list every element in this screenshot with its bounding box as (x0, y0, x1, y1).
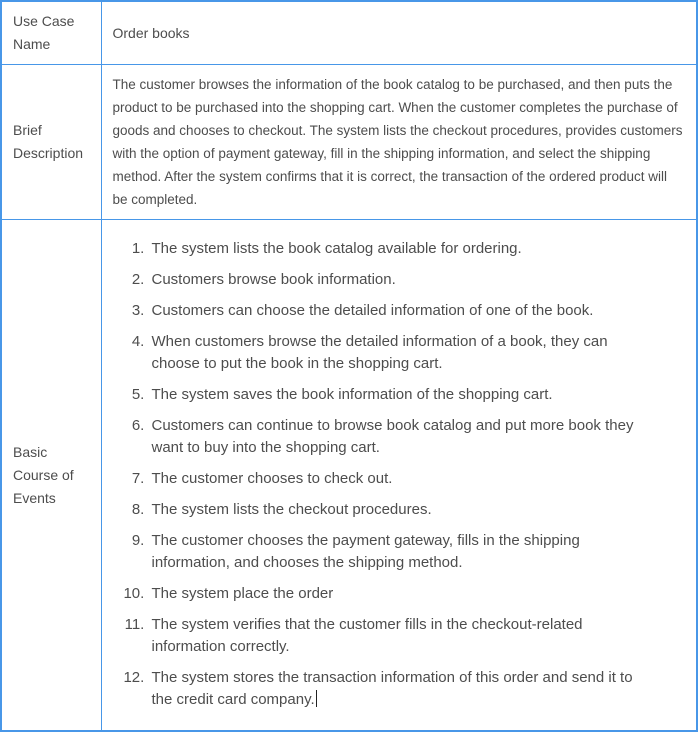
event-item[interactable]: 8. The system lists the checkout procedures. (149, 499, 657, 521)
use-case-name-label: Use Case Name (13, 13, 75, 52)
event-item[interactable]: 5. The system saves the book information of the shopping cart. (149, 384, 657, 406)
event-item[interactable]: 3. Customers can choose the detailed information of one of the book. (149, 300, 657, 322)
table-row (1, 65, 697, 220)
event-item[interactable]: 12. The system stores the transaction information of this order and send it to the credit card company. (149, 667, 657, 711)
brief-description-text: The customer browses the information of the book catalog to be purchased, and then puts the product to be purchased into the shopping cart. When the customer completes the purchase of goods and chooses to checkout. The system lists the checkout procedures, provides customers with the option of payment gateway, fill in the shipping information, and select the shipping method. After the system confirms that it is correct, the transaction of the ordered product will be completed. (112, 77, 683, 207)
event-item[interactable]: 7. The customer chooses to check out. (149, 468, 657, 490)
basic-course-value-cell[interactable] (101, 220, 697, 732)
text-cursor (316, 690, 318, 707)
event-item[interactable]: 4. When customers browse the detailed information of a book, they can choose to put the book in the shopping cart. (149, 331, 657, 375)
use-case-name-value-cell[interactable] (101, 1, 697, 65)
table-row (1, 1, 697, 65)
event-item[interactable]: 11. The system verifies that the customer fills in the checkout-related information correctly. (149, 614, 657, 658)
event-item[interactable]: 9. The customer chooses the payment gateway, fills in the shipping information, and chooses the shipping method. (149, 530, 657, 574)
event-item[interactable]: 6. Customers can continue to browse book catalog and put more book they want to buy into the shopping cart. (149, 415, 657, 459)
table-row (1, 220, 697, 732)
basic-course-label: Basic Course of Events (13, 443, 74, 506)
use-case-name-value: Order books (112, 24, 190, 41)
event-item[interactable]: 2. Customers browse book information. (149, 269, 657, 291)
event-item[interactable]: 10. The system place the order (149, 583, 657, 605)
events-list (113, 238, 657, 711)
brief-description-label-cell[interactable] (1, 65, 101, 220)
brief-description-label: Brief Description (13, 122, 84, 161)
basic-course-label-cell[interactable] (1, 220, 101, 732)
event-item[interactable]: 1. The system lists the book catalog available for ordering. (149, 238, 657, 260)
use-case-name-label-cell[interactable] (1, 1, 101, 65)
brief-description-value-cell[interactable] (101, 65, 697, 220)
